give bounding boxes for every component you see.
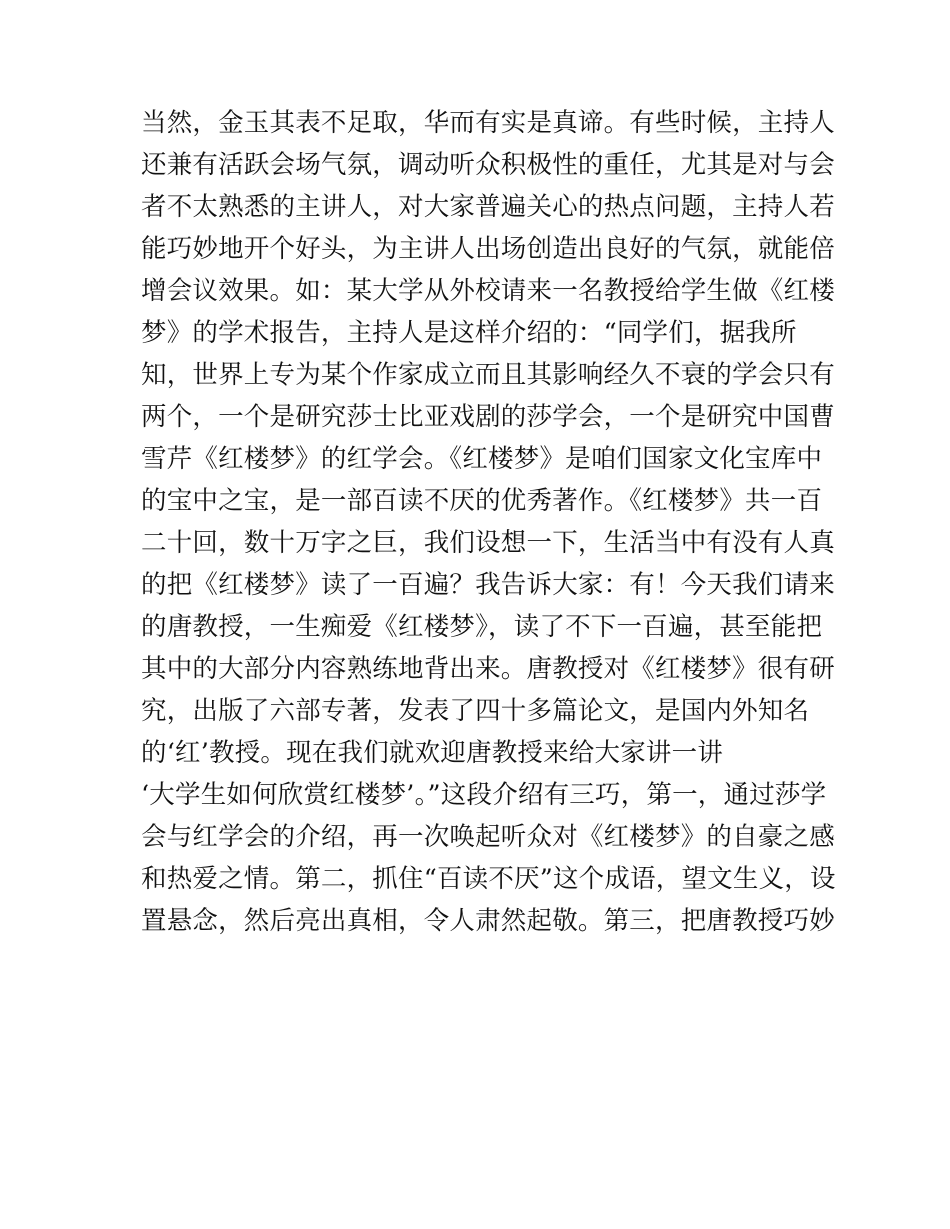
- text-line: 当然，金玉其表不足取，华而有实是真谛。有些时候，主持人: [141, 108, 835, 138]
- text-line: 梦》的学术报告，主持人是这样介绍的：“同学们，据我所: [141, 318, 797, 348]
- text-line: 者不太熟悉的主讲人，对大家普遍关心的热点问题，主持人若: [141, 192, 835, 222]
- text-line: 会与红学会的介绍，再一次唤起听众对《红楼梦》的自豪之感: [141, 822, 835, 852]
- text-line: 知，世界上专为某个作家成立而且其影响经久不衰的学会只有: [141, 360, 835, 390]
- text-line: 其中的大部分内容熟练地背出来。唐教授对《红楼梦》很有研: [141, 654, 835, 684]
- text-line: 的宝中之宝，是一部百读不厌的优秀著作。《红楼梦》共一百: [141, 486, 823, 516]
- text-line: 的唐教授，一生痴爱《红楼梦》，读了不下一百遍，甚至能把: [141, 612, 823, 642]
- text-line: 增会议效果。如：某大学从外校请来一名教授给学生做《红楼: [141, 276, 835, 306]
- text-line: 和热爱之情。第二，抓住“百读不厌”这个成语，望文生义，设: [141, 864, 836, 894]
- text-line: ‘大学生如何欣赏红楼梦’。”这段介绍有三巧，第一，通过莎学: [141, 780, 827, 810]
- text-line: 能巧妙地开个好头，为主讲人出场创造出良好的气氛，就能倍: [141, 234, 835, 264]
- text-line: 雪芹《红楼梦》的红学会。《红楼梦》是咱们国家文化宝库中: [141, 444, 823, 474]
- text-line: 究，出版了六部专著，发表了四十多篇论文，是国内外知名: [141, 696, 810, 726]
- text-line: 的‘红’教授。现在我们就欢迎唐教授来给大家讲一讲: [141, 738, 724, 768]
- text-line: 还兼有活跃会场气氛，调动听众积极性的重任，尤其是对与会: [141, 150, 835, 180]
- text-line: 二十回，数十万字之巨，我们设想一下，生活当中有没有人真: [141, 528, 835, 558]
- body-text: [141, 102, 836, 942]
- text-line: 置悬念，然后亮出真相，令人肃然起敬。第三，把唐教授巧妙: [141, 906, 835, 936]
- text-line: 两个，一个是研究莎士比亚戏剧的莎学会，一个是研究中国曹: [141, 402, 835, 432]
- text-line: 的把《红楼梦》读了一百遍？我告诉大家：有！今天我们请来: [141, 570, 835, 600]
